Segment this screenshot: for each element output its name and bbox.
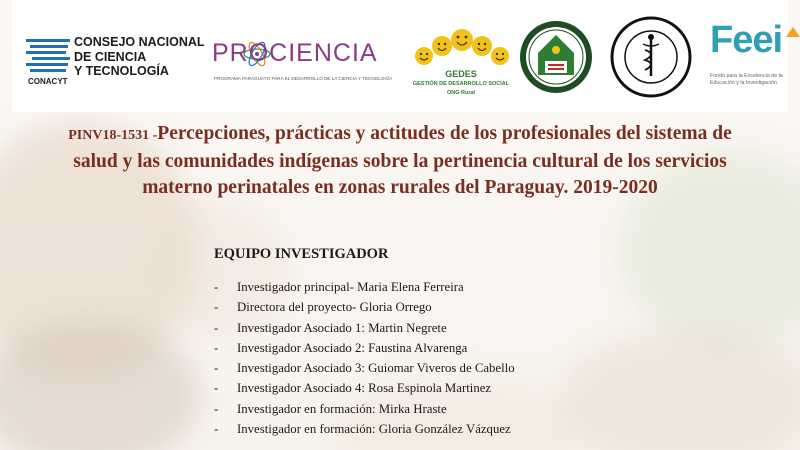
smiley-faces-icon (414, 26, 510, 70)
logo-bar (12, 0, 788, 112)
feei-tagline: Fondo para la Excelencia de la Educación y la Investigación (710, 73, 783, 86)
team-member: Investigador principal- Maria Elena Ferreira (237, 280, 464, 294)
list-bullet: - (214, 280, 219, 294)
faculty-seal (610, 16, 692, 98)
prociencia-logo (202, 35, 393, 87)
team-member: Investigador Asociado 1: Martin Negrete (237, 320, 447, 335)
university-seal (518, 17, 594, 97)
university-seal-icon (518, 17, 594, 97)
prociencia-name: PROCIENCIA (212, 39, 378, 67)
conacyt-line-1: CONSEJO NACIONAL (74, 35, 205, 49)
gedes-line-1: GESTIÓN DE DESARROLLO SOCIAL (412, 81, 510, 87)
conacyt-emblem-icon (26, 37, 70, 77)
conacyt-logo (26, 33, 206, 89)
conacyt-line-3: Y TECNOLOGÍA (74, 64, 169, 78)
list-bullet: - (214, 361, 219, 376)
gedes-name: GEDES (445, 69, 477, 79)
list-bullet: - (214, 340, 219, 355)
feei-name: Feei (710, 19, 783, 61)
list-bullet: - (214, 300, 219, 315)
conacyt-abbr: CONACYT (28, 77, 68, 86)
list-bullet: - (214, 320, 219, 335)
gedes-line-2: ONG Rural (446, 90, 476, 96)
team-member: Directora del proyecto- Gloria Orrego (237, 300, 432, 315)
feei-logo (700, 17, 800, 97)
gedes-logo (402, 22, 520, 102)
project-title-text: Percepciones, prácticas y actitudes de los profesionales del sistema de salud y las comunidades indígenas sobre la pertinencia cultural de los servicios materno perinatales en zonas rurales del Paraguay. 2019-2020 (73, 123, 732, 198)
prociencia-tagline: PROGRAMA PARAGUAYO PARA EL DESARROLLO DE LA CIENCIA Y TECNOLOGÍA (214, 76, 393, 81)
team-heading: EQUIPO INVESTIGADOR (214, 246, 389, 262)
team-member: Investigador Asociado 2: Faustina Alvarenga (237, 340, 468, 355)
list-bullet: - (214, 401, 219, 416)
faculty-seal-icon (610, 16, 692, 98)
team-member: Investigador en formación: Gloria González Vázquez (237, 422, 511, 437)
project-code: PINV18-1531 - (68, 128, 158, 143)
team-member: Investigador en formación: Mirka Hraste (237, 401, 447, 416)
team-member: Investigador Asociado 3: Guiomar Viveros de Cabello (237, 361, 515, 376)
conacyt-line-2: DE CIENCIA (74, 49, 147, 64)
list-bullet: - (214, 422, 219, 437)
list-bullet: - (214, 381, 219, 396)
feei-accent-icon (784, 25, 800, 41)
project-title (64, 121, 736, 201)
team-member: Investigador Asociado 4: Rosa Espinola Martinez (237, 381, 492, 396)
